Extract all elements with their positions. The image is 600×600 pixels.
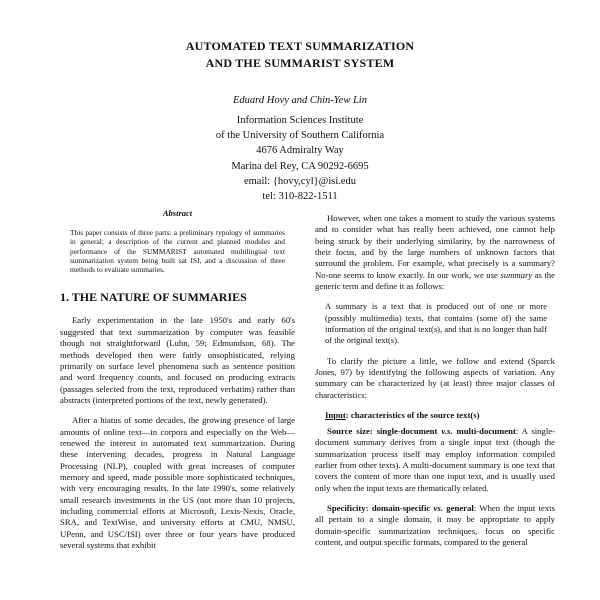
definition-quote: A summary is a text that is produced out of one or more (possibly multimedia) texts, that contains (some of) the same information of the original text(s), and that is no longer than half of the original text(s).: [325, 301, 547, 346]
affiliation-line: Marina del Rey, CA 90292-6695: [231, 160, 369, 172]
affiliation-line: Information Sciences Institute: [236, 115, 364, 126]
defined-term: summary: [500, 269, 533, 280]
body-paragraph: After a hiatus of some decades, the growing presence of large amounts of online text—in corpora and especially on the Web—renewed the interest in automated text summarization. During these intervening decades, progress in Natural Language Processing (NLP), coupled with great increases of computer memory and speed, made possible more sophisticated techniques, with very encouraging results. In the late 1990's, some relatively small research investments in the US (not more than 10 projects, including commercial efforts at Microsoft, Lexis-Nexis, Oracle, SRA, and TextWise, and university efforts at CMU, NMSU, UPenn, and USC/ISI) over three or four years have produced several systems that exhibit: [60, 415, 295, 551]
affiliation-line: 4676 Admiralty Way: [256, 145, 344, 157]
section-heading: 1. THE NATURE OF SUMMARIES: [60, 290, 247, 305]
characteristic-specificity: Specificity: domain-specific vs. general: When the input texts all pertain to a single domain, it may be appropriate to apply domain-specific summarization techniques, focus on specific content, and output specific formats, compared to the general: [315, 503, 555, 548]
body-paragraph: Early experimentation in the late 1950's and early 60's suggested that text summarization by computer was feasible though not straightforward (Luhn, 59; Edmundson, 68). The methods developed then were fairly unsophisticated, relying primarily on surface level phenomena such as sentence position and word frequency counts, and focused on producing extracts (passages selected from the text, reproduced verbatim) rather than abstracts (interpreted portions of the text, newly generated).: [60, 315, 295, 405]
body-paragraph: To clarify the picture a little, we follow and extend (Sparck Jones, 97) by identifying the following aspects of variation. Any summary can be characterized by (at least) three major classes of characteristics:: [315, 355, 555, 400]
author-names: Eduard Hovy and Chin-Yew Lin: [233, 95, 367, 106]
right-column: [315, 213, 555, 557]
abstract-heading: Abstract: [162, 208, 193, 218]
body-paragraph: However, when one takes a moment to study the various systems and to consider what has really been achieved, one cannot help being struck by their underlying similarity, by the narrowness of their focus, and by the large numbers of unknown factors that surround the problem. For example, what precisely is a summary? No-one seems to know exactly. In our work, we use summary as the generic term and define it as follows:: [315, 213, 556, 292]
title-line-2: AND THE SUMMARIST SYSTEM: [205, 56, 395, 70]
title-line-1: AUTOMATED TEXT SUMMARIZATION: [185, 39, 415, 53]
paper-title: [0, 38, 600, 72]
characteristic-source-size: Source size: single-document v.s. multi-document: A single-document summary derives from a single input text (though the summarization process itself may employ information compiled earlier from other texts). A multi-document summary is one text that covers the content of more than one input text, and is usually used only when the input texts are thematically related.: [315, 425, 555, 493]
affiliation-phone: tel: 310-822-1511: [262, 191, 338, 203]
affiliation-block: [0, 113, 600, 204]
characteristic-heading: Input: characteristics of the source text(s): [325, 409, 480, 420]
left-column: [60, 200, 295, 560]
affiliation-line: of the University of Southern California: [215, 130, 385, 142]
abstract-text: This paper consists of three parts: a preliminary typology of summaries in general; a description of the current and planned modules and performance of the SUMMARIST automated multilingual text summarization system being built sat ISI, and a discussion of three methods to evaluate summaries.: [70, 228, 285, 275]
affiliation-email: email: {hovy,cyl}@isi.edu: [243, 175, 357, 187]
